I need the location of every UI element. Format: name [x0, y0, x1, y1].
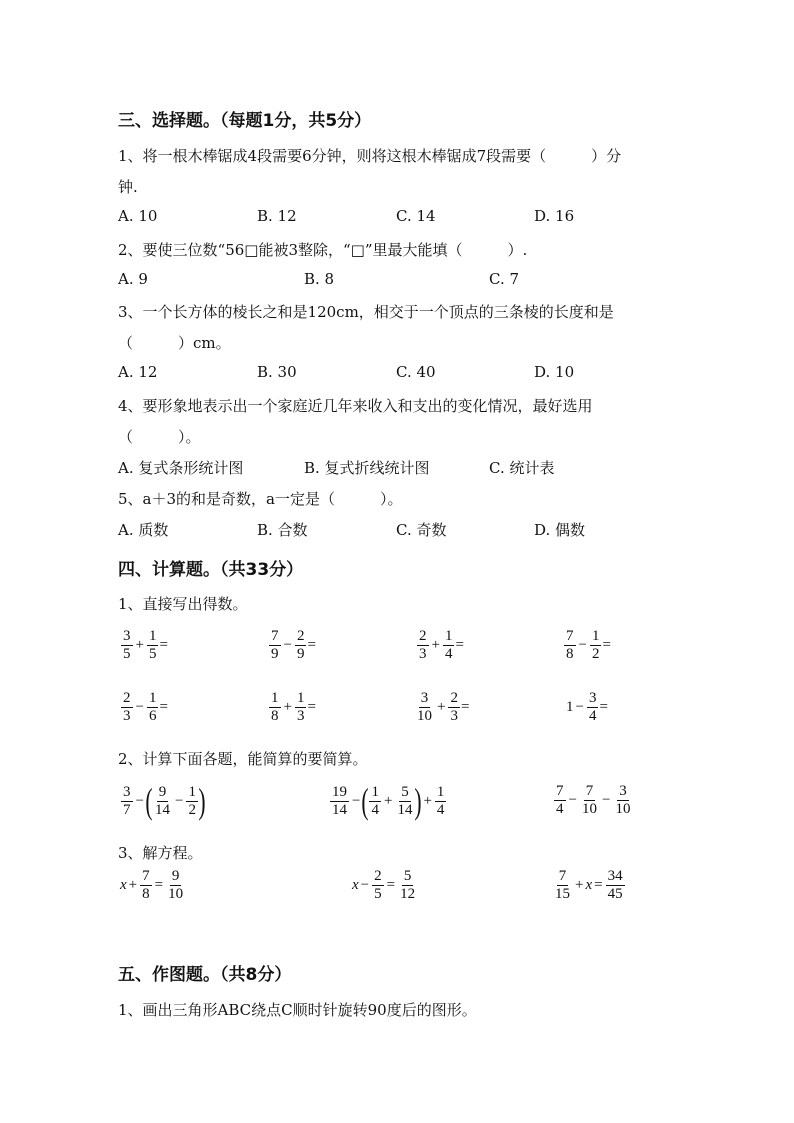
- q5-option-b: B. 合数: [257, 521, 308, 539]
- q1-option-a: A. 10: [118, 207, 158, 225]
- simplify-1: $\frac{3}{7}$ − ( $\frac{9}{14}$ − $\frac{1}{2}$ ): [123, 781, 206, 821]
- fraction: $\frac{5}{14}$: [397, 783, 413, 818]
- fraction: $\frac{2}{3}$: [450, 690, 458, 724]
- fraction: $\frac{1}{5}$: [148, 628, 157, 662]
- simplify-2: $\frac{19}{14}$ − ( $\frac{1}{4}$ + $\frac{5}{14}$ ) + $\frac{1}{4}$: [332, 781, 445, 821]
- q4-option-b: B. 复式折线统计图: [304, 459, 430, 477]
- part2-label: 2、计算下面各题，能简算的要简算。: [118, 750, 368, 768]
- q3-option-c: C. 40: [396, 363, 436, 381]
- calc-2-1: $\frac{2}{3}$ − $\frac{1}{6}$ =: [123, 690, 168, 724]
- fraction: $\frac{3}{10}$: [417, 690, 432, 724]
- fraction: $\frac{3}{7}$: [123, 783, 131, 818]
- fraction: $\frac{2}{5}$: [374, 868, 382, 902]
- q2-option-b: B. 8: [304, 270, 335, 288]
- q2-option-c: C. 7: [489, 270, 520, 288]
- part3-label: 3、解方程。: [118, 844, 203, 862]
- fraction: $\frac{19}{14}$: [332, 783, 347, 818]
- q5-text: 5、a＋3的和是奇数，a一定是（ ）。: [118, 490, 403, 508]
- q4-cont: （ ）。: [118, 428, 201, 446]
- fraction: $\frac{7}{4}$: [556, 783, 564, 817]
- q1-option-c: C. 14: [396, 207, 436, 225]
- q4-text: 4、要形象地表示出一个家庭近几年来收入和支出的变化情况，最好选用: [118, 397, 593, 415]
- simplify-3: $\frac{7}{4}$ − $\frac{7}{10}$ − $\frac{3}{10}$: [556, 783, 631, 817]
- fraction: $\frac{7}{9}$: [271, 628, 279, 662]
- q3-cont: （ ）cm。: [118, 334, 231, 352]
- fraction: $\frac{1}{2}$: [591, 628, 600, 662]
- calc-1-3: $\frac{2}{3}$ + $\frac{1}{4}$ =: [419, 628, 464, 662]
- calc-2-4: 1 − $\frac{3}{4}$ =: [566, 690, 608, 724]
- fraction: $\frac{5}{12}$: [400, 868, 416, 902]
- fraction: $\frac{2}{3}$: [419, 628, 427, 662]
- q3-option-b: B. 30: [257, 363, 297, 381]
- q2-text: 2、要使三位数“56□能被3整除，“□”里最大能填（ ）.: [118, 241, 528, 259]
- section3-title: 三、选择题。（每题1分，共5分）: [118, 111, 372, 131]
- fraction: $\frac{2}{9}$: [296, 628, 305, 662]
- q5-option-a: A. 质数: [118, 521, 169, 539]
- q1-cont: 钟.: [118, 178, 138, 196]
- fraction: $\frac{1}{6}$: [148, 690, 157, 724]
- fraction: $\frac{7}{8}$: [566, 628, 574, 662]
- equation-2: x − $\frac{2}{5}$ = $\frac{5}{12}$: [352, 868, 416, 902]
- q3-option-d: D. 10: [534, 363, 575, 381]
- fraction: $\frac{7}{8}$: [142, 868, 150, 902]
- q3-option-a: A. 12: [118, 363, 158, 381]
- fraction: $\frac{1}{2}$: [188, 783, 196, 818]
- fraction: $\frac{3}{5}$: [123, 628, 131, 662]
- fraction: $\frac{1}{8}$: [271, 690, 279, 724]
- calc-1-2: $\frac{7}{9}$ − $\frac{2}{9}$ =: [271, 628, 316, 662]
- calc-2-3: $\frac{3}{10}$ + $\frac{2}{3}$ =: [417, 690, 470, 724]
- q4-option-a: A. 复式条形统计图: [118, 459, 244, 477]
- q5-option-c: C. 奇数: [396, 521, 447, 539]
- fraction: $\frac{2}{3}$: [123, 690, 131, 724]
- fraction: $\frac{1}{4}$: [436, 783, 445, 818]
- fraction: $\frac{7}{10}$: [581, 783, 597, 817]
- q3-text: 3、一个长方体的棱长之和是120cm，相交于一个顶点的三条棱的长度和是: [118, 303, 614, 321]
- fraction: $\frac{9}{10}$: [168, 868, 184, 902]
- calc-1-1: $\frac{3}{5}$ + $\frac{1}{5}$ =: [123, 628, 168, 662]
- fraction: $\frac{1}{3}$: [296, 690, 305, 724]
- fraction: $\frac{7}{15}$: [555, 868, 570, 902]
- section4-title: 四、计算题。（共33分）: [118, 560, 304, 580]
- q1-text: 1、将一根木棒锯成4段需要6分钟，则将这根木棒锯成7段需要（ ）分: [118, 147, 622, 165]
- fraction: $\frac{1}{4}$: [444, 628, 453, 662]
- equation-3: $\frac{7}{15}$ + x = $\frac{34}{45}$: [555, 868, 623, 902]
- section5-title: 五、作图题。（共8分）: [118, 965, 292, 985]
- calc-2-2: $\frac{1}{8}$ + $\frac{1}{3}$ =: [271, 690, 316, 724]
- fraction: $\frac{1}{4}$: [371, 783, 379, 818]
- fraction: $\frac{34}{45}$: [607, 868, 623, 902]
- fraction: $\frac{3}{10}$: [615, 783, 631, 817]
- calc-1-4: $\frac{7}{8}$ − $\frac{1}{2}$ =: [566, 628, 611, 662]
- fraction: $\frac{3}{4}$: [588, 690, 597, 724]
- q4-option-c: C. 统计表: [489, 459, 555, 477]
- equation-1: x + $\frac{7}{8}$ = $\frac{9}{10}$: [120, 868, 184, 902]
- fraction: $\frac{9}{14}$: [154, 783, 170, 818]
- q1-option-d: D. 16: [534, 207, 575, 225]
- q5-option-d: D. 偶数: [534, 521, 586, 539]
- part1-label: 1、直接写出得数。: [118, 595, 248, 613]
- q2-option-a: A. 9: [118, 270, 148, 288]
- q1-option-b: B. 12: [257, 207, 297, 225]
- draw-question-1: 1、画出三角形ABC绕点C顺时针旋转90度后的图形。: [118, 1001, 477, 1019]
